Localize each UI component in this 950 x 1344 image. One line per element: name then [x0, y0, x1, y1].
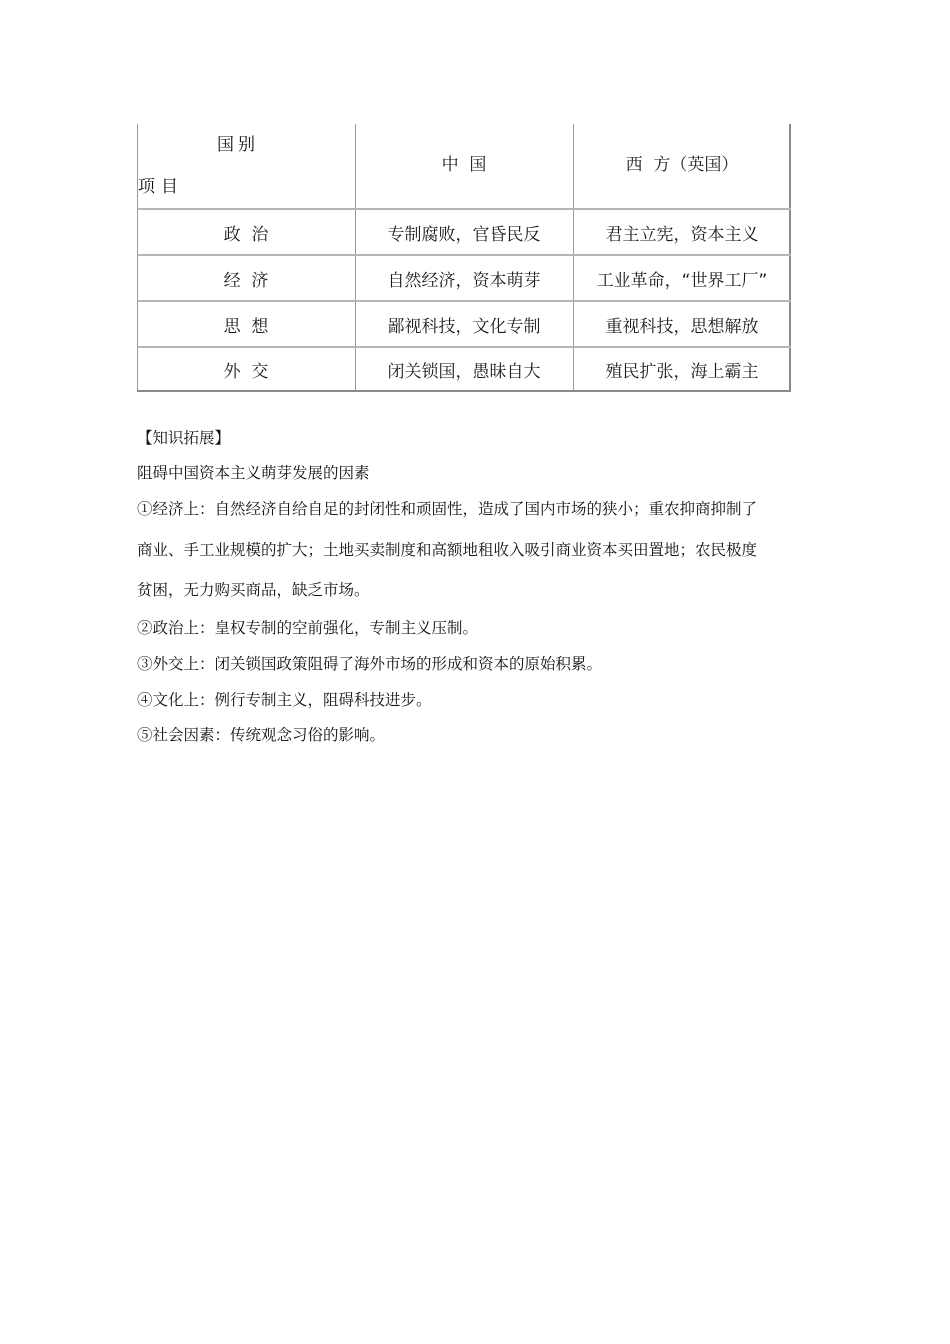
table-cell-west — [573, 348, 791, 390]
header-west — [573, 124, 791, 200]
table-cell-china — [355, 256, 573, 300]
table-cell-china — [355, 348, 573, 390]
table-row-item — [137, 256, 355, 300]
row-item-label: 政 治 — [223, 224, 269, 245]
table-border-bottom — [137, 390, 791, 392]
comparison-table — [137, 124, 791, 392]
table-row-item — [137, 302, 355, 346]
cell-china-text: 自然经济，资本萌芽 — [387, 270, 541, 291]
row-item-label: 思 想 — [223, 316, 269, 337]
header-west-label: 西 方（英国） — [625, 154, 739, 175]
table-row-item — [137, 210, 355, 254]
header-china — [355, 124, 573, 200]
cell-west-text: 重视科技，思想解放 — [605, 316, 759, 337]
cell-china-text: 闭关锁国，愚昧自大 — [387, 361, 541, 382]
factor-economy-line-1: ①经济上：自然经济自给自足的封闭性和顽固性，造成了国内市场的狭小；重农抑商抑制了 — [137, 500, 758, 518]
factor-culture: ④文化上：例行专制主义，阻碍科技进步。 — [137, 691, 432, 709]
extension-subtitle: 阻碍中国资本主义萌芽发展的因素 — [137, 464, 370, 482]
extension-heading: 【知识拓展】 — [137, 429, 231, 447]
table-cell-china — [355, 302, 573, 346]
table-cell-china — [355, 210, 573, 254]
factor-economy-line-2: 商业、手工业规模的扩大；土地买卖制度和高额地租收入吸引商业资本买田置地；农民极度 — [137, 541, 758, 559]
corner-label-item: 项目 — [138, 177, 184, 197]
corner-label-country: 国别 — [217, 135, 259, 155]
table-cell-west — [573, 302, 791, 346]
cell-west-text: 殖民扩张，海上霸主 — [605, 361, 759, 382]
header-china-label: 中 国 — [441, 154, 487, 175]
row-item-label: 经 济 — [223, 270, 269, 291]
factor-economy-line-3: 贫困，无力购买商品，缺乏市场。 — [137, 581, 370, 599]
cell-west-text: 君主立宪，资本主义 — [605, 224, 759, 245]
cell-west-text: 工业革命，“世界工厂” — [596, 270, 768, 291]
table-row-item — [137, 348, 355, 390]
row-item-label: 外 交 — [223, 361, 269, 382]
table-cell-west — [573, 256, 791, 300]
factor-politics: ②政治上：皇权专制的空前强化，专制主义压制。 — [137, 619, 479, 637]
table-cell-west — [573, 210, 791, 254]
factor-diplomacy: ③外交上：闭关锁国政策阻碍了海外市场的形成和资本的原始积累。 — [137, 655, 603, 673]
factor-society: ⑤社会因素：传统观念习俗的影响。 — [137, 726, 386, 744]
cell-china-text: 专制腐败，官昏民反 — [387, 224, 541, 245]
cell-china-text: 鄙视科技，文化专制 — [387, 316, 541, 337]
